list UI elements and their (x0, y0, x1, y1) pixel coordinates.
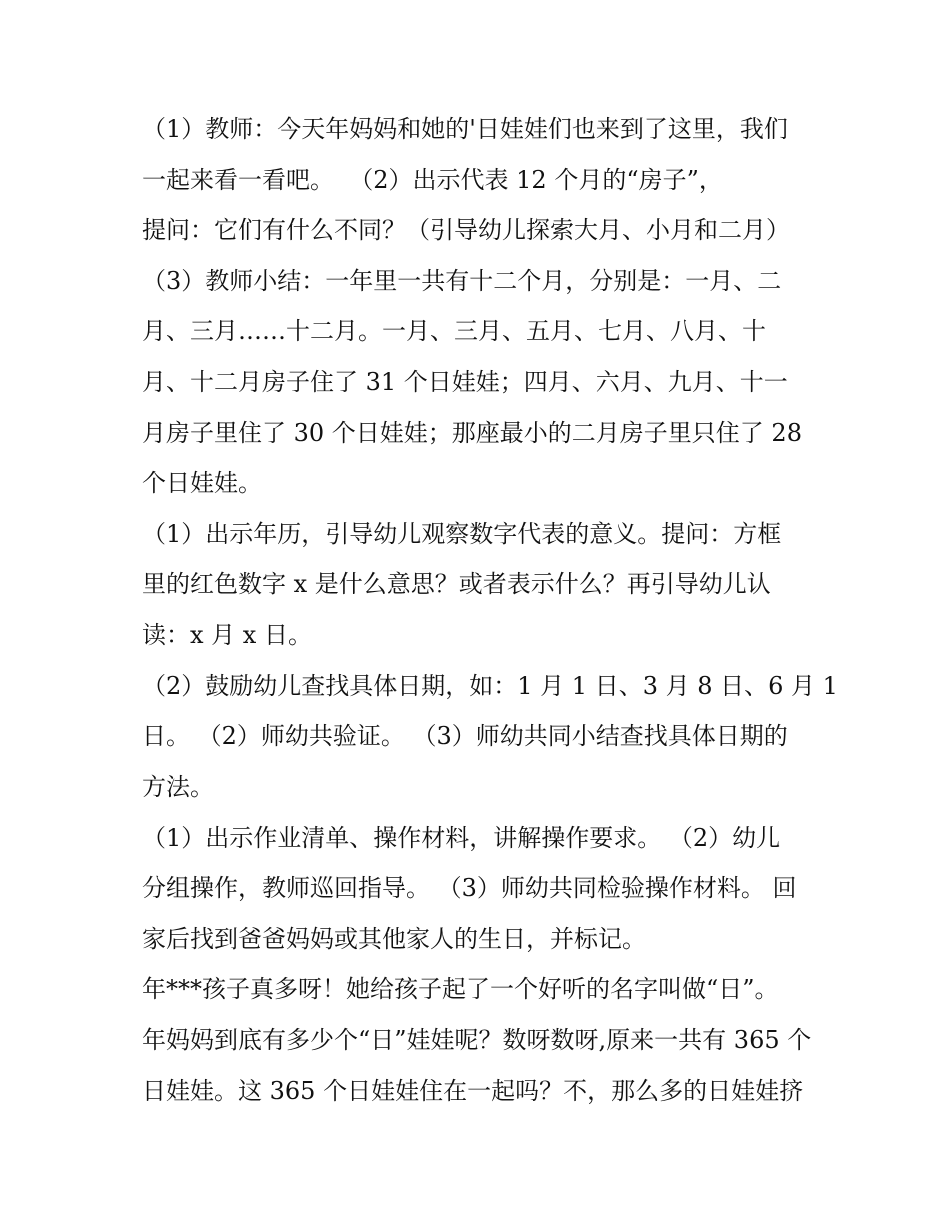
text-line-11: 读：x 月 x 日。 (142, 621, 312, 649)
text-line-17: 家后找到爸爸妈妈或其他家人的生日，并标记。 (142, 925, 646, 953)
text-line-10: 里的红色数字 x 是什么意思？或者表示什么？再引导幼儿认 (142, 570, 771, 598)
text-line-14: 方法。 (142, 773, 214, 801)
text-line-20: 日娃娃。这 365 个日娃娃住在一起吗？不，那么多的日娃娃挤 (142, 1077, 804, 1105)
text-line-13: 日。 （2）师幼共验证。 （3）师幼共同小结查找具体日期的 (142, 722, 788, 750)
text-line-19: 年妈妈到底有多少个“日”娃娃呢？数呀数呀,原来一共有 365 个 (142, 1026, 812, 1054)
text-line-18: 年***孩子真多呀！她给孩子起了一个好听的名字叫做“日”。 (142, 975, 779, 1003)
text-line-9: （1）出示年历，引导幼儿观察数字代表的意义。提问：方框 (142, 520, 782, 548)
text-line-1: （1）教师：今天年妈妈和她的'日娃娃们也来到了这里，我们 (142, 115, 788, 143)
text-line-7: 月房子里住了 30 个日娃娃；那座最小的二月房子里只住了 28 (142, 419, 802, 447)
text-line-5: 月、三月……十二月。一月、三月、五月、七月、八月、十 (142, 317, 766, 345)
text-line-3: 提问：它们有什么不同？（引导幼儿探索大月、小月和二月） (142, 216, 790, 244)
text-line-12: （2）鼓励幼儿查找具体日期，如：1 月 1 日、3 月 8 日、6 月 1 (142, 672, 838, 700)
text-line-15: （1）出示作业清单、操作材料，讲解操作要求。 （2）幼儿 (142, 824, 781, 852)
text-line-8: 个日娃娃。 (142, 469, 262, 497)
text-line-16: 分组操作，教师巡回指导。 （3）师幼共同检验操作材料。 回 (142, 874, 797, 902)
text-line-6: 月、十二月房子住了 31 个日娃娃；四月、六月、九月、十一 (142, 368, 788, 396)
text-line-2: 一起来看一看吧。 （2）出示代表 12 个月的“房子”， (142, 166, 723, 194)
text-line-4: （3）教师小结：一年里一共有十二个月，分别是：一月、二 (142, 267, 782, 295)
